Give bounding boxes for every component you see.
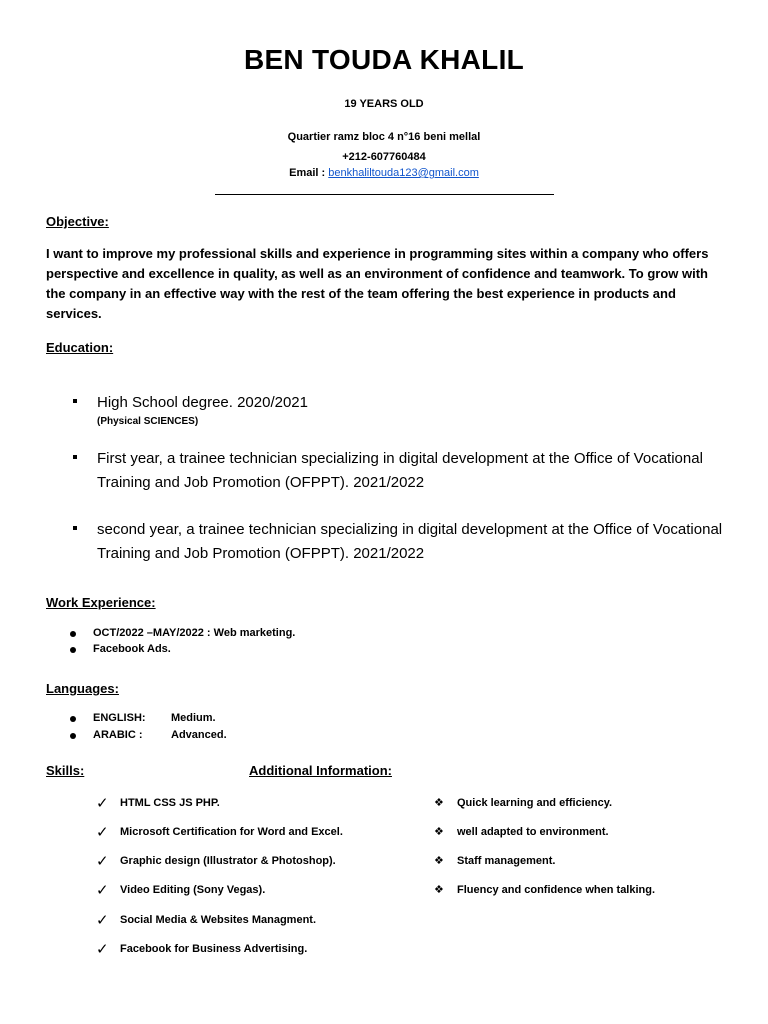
objective-text: I want to improve my professional skills and experience in programming sites within a company who offers perspective and excellence in quality, as well as an environment of confidence and teamwork. To grow with the company in an effective way with the rest of the team offering the best experience in products and services. bbox=[46, 246, 709, 321]
checkmark-icon: ✓ bbox=[96, 795, 109, 812]
checkmark-icon: ✓ bbox=[96, 824, 109, 841]
checkmark-icon: ✓ bbox=[96, 912, 109, 929]
education-item-text: High School degree. 2020/2021 bbox=[97, 394, 308, 411]
additional-info-text: Quick learning and efficiency. bbox=[457, 797, 613, 809]
work-item-text: OCT/2022 –MAY/2022 : Web marketing. bbox=[93, 627, 296, 639]
additional-info-text: Fluency and confidence when talking. bbox=[457, 884, 656, 896]
candidate-name: BEN TOUDA KHALIL bbox=[243, 44, 525, 75]
skill-text: HTML CSS JS PHP. bbox=[120, 797, 220, 809]
objective-title: Objective: bbox=[46, 214, 109, 229]
language-name: ARABIC : bbox=[93, 729, 143, 741]
email-label: Email : bbox=[289, 167, 326, 179]
additional-info-text: well adapted to environment. bbox=[457, 826, 609, 838]
email-link[interactable]: benkhaliltouda123@gmail.com bbox=[328, 167, 479, 179]
checkmark-icon: ✓ bbox=[96, 882, 109, 899]
checkmark-icon: ✓ bbox=[96, 941, 109, 958]
header-divider bbox=[215, 194, 554, 195]
work-experience-title: Work Experience: bbox=[46, 595, 156, 610]
square-bullet-icon bbox=[73, 455, 77, 459]
bullet-icon bbox=[70, 631, 76, 637]
additional-info-text: Staff management. bbox=[457, 855, 556, 867]
candidate-address: Quartier ramz bloc 4 n°16 beni mellal bbox=[287, 131, 481, 143]
education-title: Education: bbox=[46, 340, 114, 355]
square-bullet-icon bbox=[73, 399, 77, 403]
checkmark-icon: ✓ bbox=[96, 853, 109, 870]
skill-text: Graphic design (Illustrator & Photoshop). bbox=[120, 855, 336, 867]
diamond-bullet-icon: ❖ bbox=[434, 826, 444, 838]
skill-text: Video Editing (Sony Vegas). bbox=[120, 884, 266, 896]
language-level: Medium. bbox=[171, 712, 216, 724]
skill-text: Microsoft Certification for Word and Excel. bbox=[120, 826, 343, 838]
bullet-icon bbox=[70, 716, 76, 722]
education-item-text: second year, a trainee technician specializing in digital development at the Office of Vocational Training and Job Promotion (OFPPT). 2021/2022 bbox=[97, 521, 723, 562]
square-bullet-icon bbox=[73, 526, 77, 530]
diamond-bullet-icon: ❖ bbox=[434, 884, 444, 896]
languages-title: Languages: bbox=[46, 681, 119, 696]
language-level: Advanced. bbox=[171, 729, 227, 741]
bullet-icon bbox=[70, 647, 76, 653]
skill-text: Facebook for Business Advertising. bbox=[120, 943, 308, 955]
email-line bbox=[0, 167, 768, 179]
education-item-subtitle: (Physical SCIENCES) bbox=[97, 416, 199, 427]
language-name: ENGLISH: bbox=[93, 712, 146, 724]
skills-title: Skills: bbox=[46, 763, 85, 778]
bullet-icon bbox=[70, 733, 76, 739]
education-item-text: First year, a trainee technician specializing in digital development at the Office of Vocational Training and Job Promotion (OFPPT). 2021/2022 bbox=[97, 450, 703, 491]
candidate-age: 19 YEARS OLD bbox=[344, 98, 424, 110]
diamond-bullet-icon: ❖ bbox=[434, 797, 444, 809]
additional-info-title: Additional Information: bbox=[249, 763, 392, 778]
skill-text: Social Media & Websites Managment. bbox=[120, 914, 317, 926]
work-item-text: Facebook Ads. bbox=[93, 643, 171, 655]
diamond-bullet-icon: ❖ bbox=[434, 855, 444, 867]
candidate-phone: +212-607760484 bbox=[342, 151, 426, 163]
